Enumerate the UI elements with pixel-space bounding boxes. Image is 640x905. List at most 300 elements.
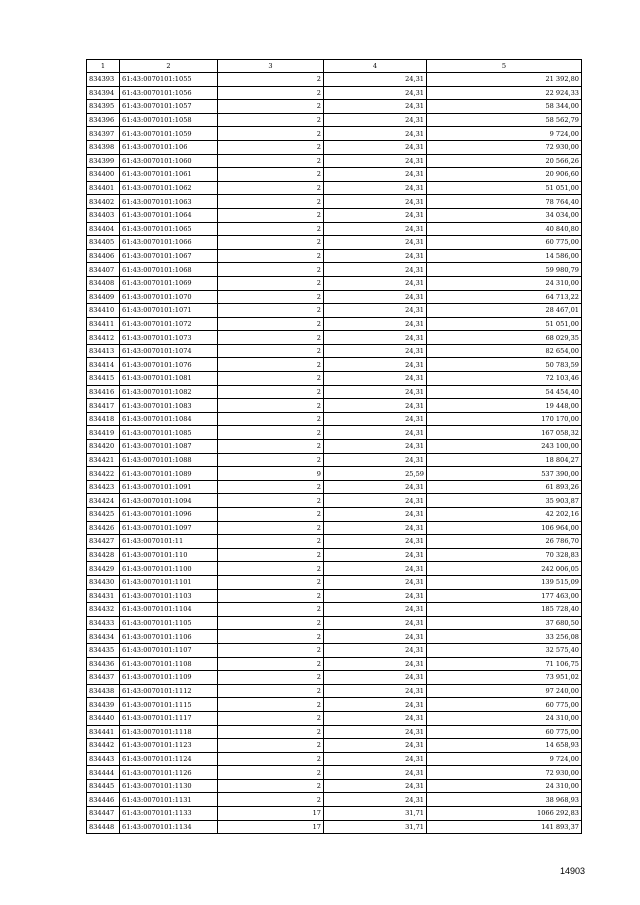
table-cell: 2: [218, 616, 324, 630]
table-cell: 834402: [87, 195, 120, 209]
table-cell: 24,31: [324, 440, 427, 454]
table-cell: 24,31: [324, 372, 427, 386]
table-cell: 24,31: [324, 711, 427, 725]
table-cell: 834397: [87, 127, 120, 141]
table-cell: 61:43:0070101:1082: [120, 385, 218, 399]
table-row: [87, 548, 582, 562]
table-cell: 24,31: [324, 671, 427, 685]
table-cell: 2: [218, 725, 324, 739]
table-cell: 2: [218, 521, 324, 535]
table-cell: 2: [218, 181, 324, 195]
table-cell: 72 103,46: [427, 372, 582, 386]
table-cell: 2: [218, 657, 324, 671]
table-cell: 834393: [87, 73, 120, 87]
table-cell: 24,31: [324, 208, 427, 222]
table-cell: 2: [218, 140, 324, 154]
table-cell: 2: [218, 276, 324, 290]
table-cell: 61:43:0070101:1083: [120, 399, 218, 413]
table-cell: 170 170,00: [427, 412, 582, 426]
table-cell: 24,31: [324, 344, 427, 358]
table-cell: 834439: [87, 698, 120, 712]
table-cell: 61:43:0070101:1059: [120, 127, 218, 141]
table-cell: 24,31: [324, 140, 427, 154]
table-row: [87, 412, 582, 426]
table-cell: 9 724,00: [427, 752, 582, 766]
table-cell: 20 906,60: [427, 168, 582, 182]
table-cell: 78 764,40: [427, 195, 582, 209]
table-cell: 834443: [87, 752, 120, 766]
table-cell: 834448: [87, 820, 120, 834]
table-row: [87, 535, 582, 549]
table-cell: 61:43:0070101:1087: [120, 440, 218, 454]
table-cell: 82 654,00: [427, 344, 582, 358]
table-cell: 18 804,27: [427, 453, 582, 467]
table-cell: 834414: [87, 358, 120, 372]
table-cell: 61:43:0070101:1115: [120, 698, 218, 712]
table-cell: 106 964,00: [427, 521, 582, 535]
table-cell: 24,31: [324, 385, 427, 399]
table-cell: 24,31: [324, 548, 427, 562]
table-row: [87, 698, 582, 712]
table-cell: 2: [218, 508, 324, 522]
table-cell: 2: [218, 385, 324, 399]
table-cell: 24,31: [324, 508, 427, 522]
table-cell: 24,31: [324, 100, 427, 114]
table-cell: 61:43:0070101:1107: [120, 643, 218, 657]
table-cell: 2: [218, 263, 324, 277]
table-cell: 537 390,00: [427, 467, 582, 481]
table-cell: 61:43:0070101:1100: [120, 562, 218, 576]
table-row: [87, 154, 582, 168]
table-row: [87, 249, 582, 263]
table-cell: 24,31: [324, 480, 427, 494]
table-cell: 2: [218, 698, 324, 712]
table-row: [87, 385, 582, 399]
table-cell: 2: [218, 73, 324, 87]
table-cell: 22 924,33: [427, 86, 582, 100]
table-cell: 19 448,00: [427, 399, 582, 413]
table-cell: 9: [218, 467, 324, 481]
table-cell: 2: [218, 711, 324, 725]
table-cell: 2: [218, 766, 324, 780]
table-cell: 834430: [87, 575, 120, 589]
table-row: [87, 643, 582, 657]
table-cell: 61:43:0070101:1069: [120, 276, 218, 290]
table-cell: 834403: [87, 208, 120, 222]
table-cell: 2: [218, 113, 324, 127]
table-cell: 61:43:0070101:1091: [120, 480, 218, 494]
table-row: [87, 521, 582, 535]
table-cell: 243 100,00: [427, 440, 582, 454]
table-cell: 24,31: [324, 222, 427, 236]
table-cell: 32 575,40: [427, 643, 582, 657]
table-cell: 2: [218, 372, 324, 386]
table-cell: 59 980,79: [427, 263, 582, 277]
table-cell: 2: [218, 222, 324, 236]
table-cell: 834427: [87, 535, 120, 549]
table-cell: 61:43:0070101:1073: [120, 331, 218, 345]
table-cell: 242 006,05: [427, 562, 582, 576]
table-cell: 834433: [87, 616, 120, 630]
table-cell: 61:43:0070101:1081: [120, 372, 218, 386]
table-cell: 2: [218, 752, 324, 766]
table-row: [87, 494, 582, 508]
table-cell: 834399: [87, 154, 120, 168]
table-cell: 834426: [87, 521, 120, 535]
table-cell: 61:43:0070101:1105: [120, 616, 218, 630]
table-cell: 24,31: [324, 304, 427, 318]
table-cell: 2: [218, 249, 324, 263]
page-number: 14903: [559, 866, 585, 876]
table-cell: 72 930,00: [427, 140, 582, 154]
table-cell: 70 328,83: [427, 548, 582, 562]
table-row: [87, 195, 582, 209]
table-row: [87, 575, 582, 589]
table-cell: 61:43:0070101:110: [120, 548, 218, 562]
table-cell: 2: [218, 86, 324, 100]
table-row: [87, 168, 582, 182]
table-cell: 61:43:0070101:1063: [120, 195, 218, 209]
table-cell: 834435: [87, 643, 120, 657]
table-cell: 2: [218, 643, 324, 657]
table-cell: 834406: [87, 249, 120, 263]
table-cell: 51 051,00: [427, 181, 582, 195]
table-cell: 58 344,00: [427, 100, 582, 114]
table-cell: 24 310,00: [427, 711, 582, 725]
table-row: [87, 236, 582, 250]
table-cell: 834409: [87, 290, 120, 304]
table-cell: 834434: [87, 630, 120, 644]
table-cell: 24,31: [324, 657, 427, 671]
table-cell: 834438: [87, 684, 120, 698]
cadastral-table: [86, 59, 582, 834]
table-cell: 14 658,93: [427, 739, 582, 753]
table-cell: 24,31: [324, 453, 427, 467]
table-cell: 31,71: [324, 820, 427, 834]
table-cell: 834404: [87, 222, 120, 236]
table-cell: 2: [218, 236, 324, 250]
table-cell: 834431: [87, 589, 120, 603]
table-cell: 61:43:0070101:1084: [120, 412, 218, 426]
table-cell: 58 562,79: [427, 113, 582, 127]
table-cell: 834423: [87, 480, 120, 494]
table-cell: 139 515,09: [427, 575, 582, 589]
table-row: [87, 616, 582, 630]
table-cell: 61:43:0070101:1130: [120, 779, 218, 793]
table-cell: 177 463,00: [427, 589, 582, 603]
table-cell: 61:43:0070101:1076: [120, 358, 218, 372]
table-cell: 61:43:0070101:106: [120, 140, 218, 154]
table-cell: 24,31: [324, 399, 427, 413]
table-cell: 24,31: [324, 86, 427, 100]
table-cell: 185 728,40: [427, 603, 582, 617]
table-row: [87, 372, 582, 386]
table-cell: 2: [218, 575, 324, 589]
table-cell: 834419: [87, 426, 120, 440]
table-row: [87, 113, 582, 127]
table-cell: 834422: [87, 467, 120, 481]
table-cell: 51 051,00: [427, 317, 582, 331]
table-cell: 2: [218, 671, 324, 685]
table-cell: 2: [218, 440, 324, 454]
table-cell: 24,31: [324, 195, 427, 209]
table-cell: 61:43:0070101:1066: [120, 236, 218, 250]
table-row: [87, 73, 582, 87]
table-cell: 2: [218, 453, 324, 467]
table-cell: 54 454,40: [427, 385, 582, 399]
table-row: [87, 222, 582, 236]
table-row: [87, 752, 582, 766]
table-row: [87, 331, 582, 345]
table-cell: 34 034,00: [427, 208, 582, 222]
table-cell: 2: [218, 168, 324, 182]
table-cell: 20 566,26: [427, 154, 582, 168]
table-cell: 834396: [87, 113, 120, 127]
table-body: [87, 73, 582, 834]
table-cell: 97 240,00: [427, 684, 582, 698]
table-cell: 61:43:0070101:1106: [120, 630, 218, 644]
table-cell: 2: [218, 603, 324, 617]
table-row: [87, 140, 582, 154]
table-row: [87, 480, 582, 494]
table-cell: 2: [218, 399, 324, 413]
table-cell: 2: [218, 127, 324, 141]
table-row: [87, 263, 582, 277]
table-cell: 61:43:0070101:1055: [120, 73, 218, 87]
table-cell: 61:43:0070101:1089: [120, 467, 218, 481]
table-cell: 834446: [87, 793, 120, 807]
table-cell: 61:43:0070101:1134: [120, 820, 218, 834]
table-cell: 24,31: [324, 426, 427, 440]
table-cell: 24,31: [324, 643, 427, 657]
table-cell: 2: [218, 630, 324, 644]
table-row: [87, 562, 582, 576]
table-cell: 834444: [87, 766, 120, 780]
table-row: [87, 467, 582, 481]
table-row: [87, 739, 582, 753]
table-cell: 61:43:0070101:1068: [120, 263, 218, 277]
table-cell: 60 775,00: [427, 725, 582, 739]
table-cell: 24,31: [324, 616, 427, 630]
table-cell: 2: [218, 535, 324, 549]
table-cell: 24,31: [324, 630, 427, 644]
table-cell: 24,31: [324, 521, 427, 535]
table-cell: 61:43:0070101:1071: [120, 304, 218, 318]
table-cell: 61:43:0070101:1117: [120, 711, 218, 725]
table-cell: 834440: [87, 711, 120, 725]
table-row: [87, 589, 582, 603]
table-cell: 24,31: [324, 168, 427, 182]
table-cell: 834428: [87, 548, 120, 562]
table-cell: 40 840,80: [427, 222, 582, 236]
table-cell: 834421: [87, 453, 120, 467]
table-cell: 2: [218, 480, 324, 494]
table-cell: 834410: [87, 304, 120, 318]
table-cell: 61:43:0070101:1088: [120, 453, 218, 467]
table-cell: 2: [218, 779, 324, 793]
table-cell: 61:43:0070101:1094: [120, 494, 218, 508]
table-row: [87, 671, 582, 685]
table-cell: 834400: [87, 168, 120, 182]
table-cell: 2: [218, 739, 324, 753]
table-row: [87, 453, 582, 467]
table-cell: 61:43:0070101:1118: [120, 725, 218, 739]
table-cell: 2: [218, 494, 324, 508]
column-header-3: 3: [218, 60, 324, 73]
table-cell: 834425: [87, 508, 120, 522]
table-cell: 61:43:0070101:1096: [120, 508, 218, 522]
table-cell: 24,31: [324, 752, 427, 766]
table-row: [87, 725, 582, 739]
table-cell: 33 256,08: [427, 630, 582, 644]
table-row: [87, 317, 582, 331]
table-cell: 141 893,37: [427, 820, 582, 834]
table-cell: 24,31: [324, 494, 427, 508]
table-cell: 61:43:0070101:1108: [120, 657, 218, 671]
table-cell: 2: [218, 304, 324, 318]
table-cell: 834405: [87, 236, 120, 250]
table-cell: 24,31: [324, 113, 427, 127]
table-cell: 24,31: [324, 73, 427, 87]
table-cell: 834398: [87, 140, 120, 154]
table-cell: 28 467,01: [427, 304, 582, 318]
column-header-2: 2: [120, 60, 218, 73]
table-cell: 24,31: [324, 766, 427, 780]
table-cell: 24,31: [324, 181, 427, 195]
table-cell: 68 029,35: [427, 331, 582, 345]
table-cell: 50 783,59: [427, 358, 582, 372]
table-cell: 2: [218, 100, 324, 114]
table-cell: 24,31: [324, 589, 427, 603]
table-cell: 24,31: [324, 575, 427, 589]
table-cell: 72 930,00: [427, 766, 582, 780]
table-cell: 2: [218, 208, 324, 222]
table-row: [87, 807, 582, 821]
table-cell: 24,31: [324, 603, 427, 617]
table-cell: 24,31: [324, 249, 427, 263]
table-cell: 834416: [87, 385, 120, 399]
header-row: [87, 60, 582, 73]
table-cell: 61:43:0070101:1133: [120, 807, 218, 821]
table-cell: 17: [218, 820, 324, 834]
table-row: [87, 711, 582, 725]
table-cell: 61:43:0070101:1065: [120, 222, 218, 236]
table-cell: 834424: [87, 494, 120, 508]
table-cell: 61:43:0070101:1126: [120, 766, 218, 780]
table-cell: 61:43:0070101:1072: [120, 317, 218, 331]
table-row: [87, 344, 582, 358]
table-cell: 21 392,80: [427, 73, 582, 87]
table-cell: 2: [218, 331, 324, 345]
table-cell: 2: [218, 358, 324, 372]
table-row: [87, 426, 582, 440]
table-row: [87, 86, 582, 100]
table-cell: 61:43:0070101:1112: [120, 684, 218, 698]
table-cell: 834442: [87, 739, 120, 753]
table-cell: 24,31: [324, 236, 427, 250]
table-cell: 61:43:0070101:1131: [120, 793, 218, 807]
table-cell: 24,31: [324, 263, 427, 277]
table-cell: 60 775,00: [427, 236, 582, 250]
table-cell: 834437: [87, 671, 120, 685]
table-cell: 834432: [87, 603, 120, 617]
table-row: [87, 290, 582, 304]
table-cell: 38 968,93: [427, 793, 582, 807]
table-row: [87, 181, 582, 195]
table-cell: 24,31: [324, 779, 427, 793]
table-cell: 61:43:0070101:1085: [120, 426, 218, 440]
table-cell: 61:43:0070101:1123: [120, 739, 218, 753]
table-cell: 834408: [87, 276, 120, 290]
table-row: [87, 208, 582, 222]
table-cell: 61:43:0070101:1056: [120, 86, 218, 100]
table-cell: 2: [218, 154, 324, 168]
table-cell: 24 310,00: [427, 276, 582, 290]
table-row: [87, 657, 582, 671]
table-cell: 24,31: [324, 290, 427, 304]
table-cell: 61:43:0070101:1124: [120, 752, 218, 766]
table-cell: 73 951,02: [427, 671, 582, 685]
table-cell: 71 106,75: [427, 657, 582, 671]
table-cell: 834412: [87, 331, 120, 345]
table-cell: 2: [218, 426, 324, 440]
table-cell: 61:43:0070101:1057: [120, 100, 218, 114]
table-cell: 24 310,00: [427, 779, 582, 793]
table-cell: 834436: [87, 657, 120, 671]
table-row: [87, 508, 582, 522]
table-row: [87, 766, 582, 780]
table-row: [87, 358, 582, 372]
table-row: [87, 304, 582, 318]
table-cell: 24,31: [324, 684, 427, 698]
table-cell: 834441: [87, 725, 120, 739]
table-cell: 834413: [87, 344, 120, 358]
table-cell: 60 775,00: [427, 698, 582, 712]
table-row: [87, 684, 582, 698]
column-header-5: 5: [427, 60, 582, 73]
table-cell: 2: [218, 344, 324, 358]
table-cell: 24,31: [324, 331, 427, 345]
table-cell: 37 680,50: [427, 616, 582, 630]
table-row: [87, 793, 582, 807]
table-cell: 24,31: [324, 412, 427, 426]
table-row: [87, 779, 582, 793]
column-header-4: 4: [324, 60, 427, 73]
table-cell: 834445: [87, 779, 120, 793]
table-cell: 2: [218, 195, 324, 209]
table-cell: 24,31: [324, 358, 427, 372]
table-cell: 61:43:0070101:1061: [120, 168, 218, 182]
table-cell: 834407: [87, 263, 120, 277]
table-cell: 2: [218, 562, 324, 576]
table-cell: 834411: [87, 317, 120, 331]
table-cell: 834417: [87, 399, 120, 413]
table-row: [87, 603, 582, 617]
table-cell: 834394: [87, 86, 120, 100]
table-cell: 9 724,00: [427, 127, 582, 141]
table-cell: 64 713,22: [427, 290, 582, 304]
table-cell: 42 202,16: [427, 508, 582, 522]
table-cell: 24,31: [324, 154, 427, 168]
table-cell: 24,31: [324, 793, 427, 807]
table-cell: 2: [218, 793, 324, 807]
table-cell: 834401: [87, 181, 120, 195]
table-cell: 61:43:0070101:1058: [120, 113, 218, 127]
table-cell: 61:43:0070101:1074: [120, 344, 218, 358]
table-cell: 24,31: [324, 562, 427, 576]
table-cell: 167 058,32: [427, 426, 582, 440]
table-cell: 834429: [87, 562, 120, 576]
